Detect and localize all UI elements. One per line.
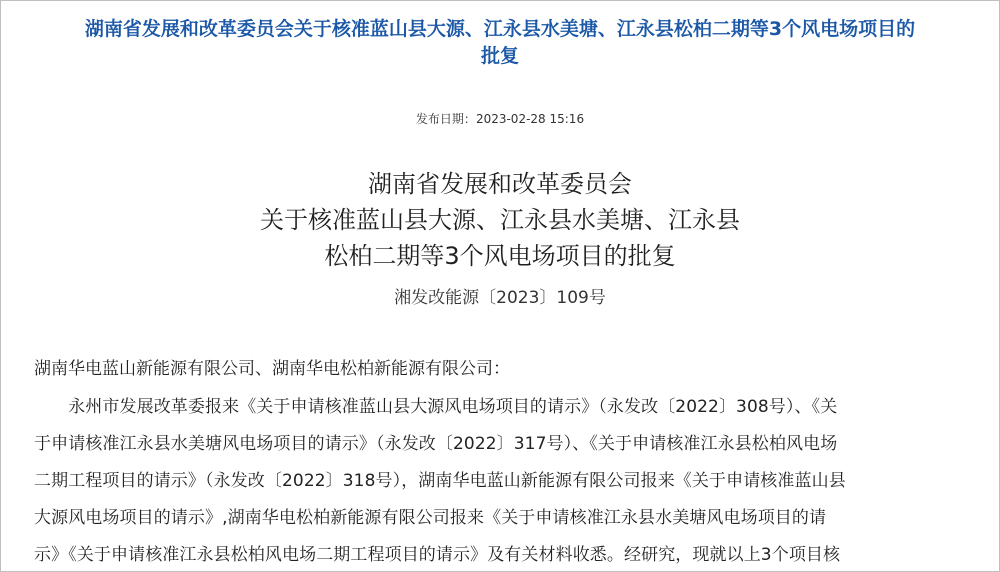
- body-line: 永州市发展改革委报来《关于申请核准蓝山县大源风电场项目的请示》（永发改〔2022〕308号）、《关: [34, 397, 838, 417]
- publish-date-line: [0, 110, 1000, 127]
- publish-date-value: 2023-02-28 15:16: [475, 112, 585, 126]
- document-title-line-1: 湖南省发展和改革委员会: [368, 170, 632, 198]
- page-title: [0, 16, 1000, 70]
- body-line: 于申请核准江永县水美塘风电场项目的请示》（永发改〔2022〕317号）、《关于申请核准江永县松柏风电场: [34, 434, 838, 454]
- document-number: 湘发改能源〔2023〕109号: [394, 288, 606, 308]
- body-line: 二期工程项目的请示》（永发改〔2022〕318号），湖南华电蓝山新能源有限公司报来《关于申请核准蓝山县: [34, 471, 846, 491]
- document-title-line-3: 松柏二期等3个风电场项目的批复: [324, 242, 676, 270]
- page-title-line-2: 批复: [480, 45, 519, 67]
- document-title-line-2: 关于核准蓝山县大源、江永县水美塘、江永县: [260, 206, 740, 234]
- publish-date-label: 发布日期：: [415, 112, 476, 126]
- body-line: 大源风电场项目的请示》,湖南华电松柏新能源有限公司报来《关于申请核准江永县水美塘风电场项目的请: [34, 508, 827, 528]
- body-line: 示》《关于申请核准江永县松柏风电场二期工程项目的请示》及有关材料收悉。经研究，现就以上3个项目核: [34, 545, 841, 565]
- page-title-line-1: 湖南省发展和改革委员会关于核准蓝山县大源、江永县水美塘、江永县松柏二期等3个风电场项目的: [84, 18, 916, 40]
- addressee: 湖南华电蓝山新能源有限公司、湖南华电松柏新能源有限公司：: [34, 359, 510, 379]
- document-title: [0, 166, 1000, 274]
